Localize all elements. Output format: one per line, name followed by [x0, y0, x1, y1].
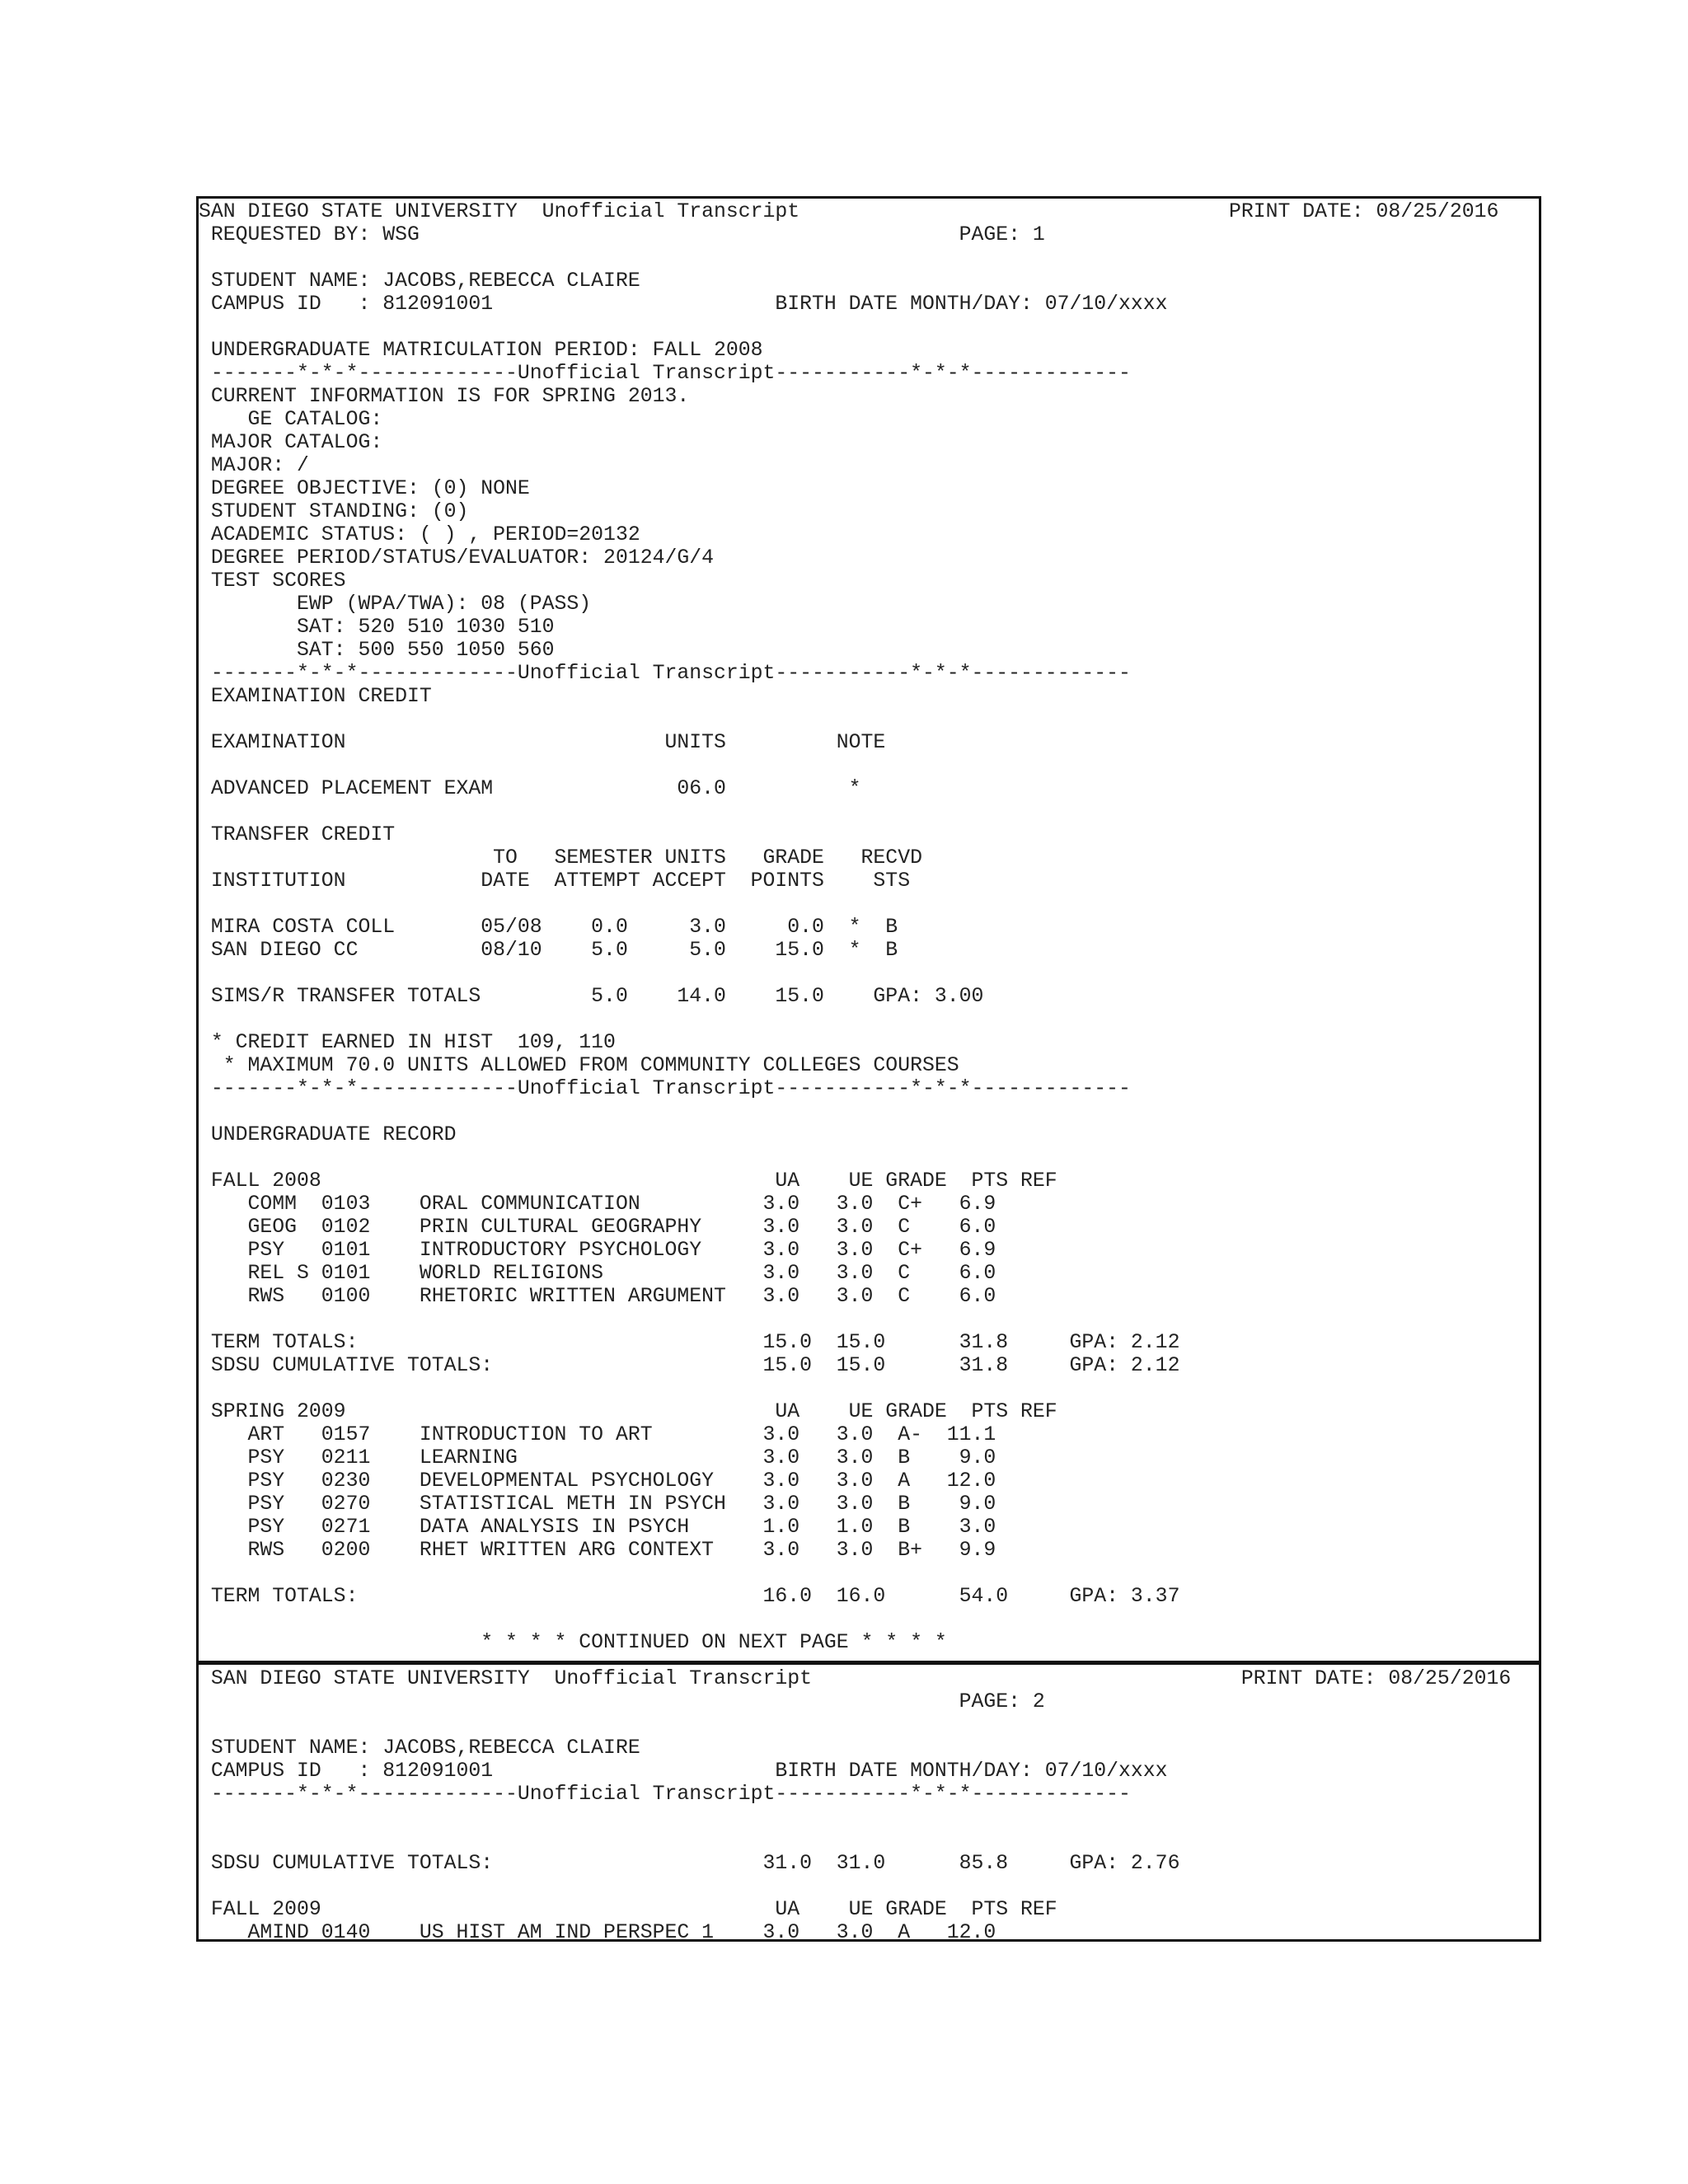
undergraduate-record-line: TERM TOTALS: 16.0 16.0 54.0 GPA: 3.37 [199, 1585, 1180, 1608]
undergraduate-record-line: TERM TOTALS: 15.0 15.0 31.8 GPA: 2.12 [199, 1331, 1180, 1354]
page2-line: FALL 2009 UA UE GRADE PTS REF [199, 1898, 1057, 1921]
transfer-credit-line: INSTITUTION DATE ATTEMPT ACCEPT POINTS STS [199, 869, 911, 893]
current-info-line: MAJOR: / [199, 454, 309, 477]
page2-line: CAMPUS ID : 812091001 BIRTH DATE MONTH/DAY: 07/10/xxxx [199, 1760, 1168, 1783]
transfer-credit-line: TRANSFER CREDIT [199, 823, 396, 846]
current-info-line: CURRENT INFORMATION IS FOR SPRING 2013. [199, 385, 690, 408]
current-info-line: SAT: 520 510 1030 510 [199, 616, 555, 639]
current-info-line: TEST SCORES [199, 569, 346, 593]
undergraduate-record-line: COMM 0103 ORAL COMMUNICATION 3.0 3.0 C+ 6.9 [199, 1193, 996, 1216]
current-info-line: STUDENT STANDING: (0) [199, 500, 469, 523]
undergraduate-record-line: PSY 0101 INTRODUCTORY PSYCHOLOGY 3.0 3.0 C+ 6.9 [199, 1239, 996, 1262]
header-line: SAN DIEGO STATE UNIVERSITY Unofficial Transcript PRINT DATE: 08/25/2016 [199, 200, 1499, 223]
undergraduate-record-line: PSY 0230 DEVELOPMENTAL PSYCHOLOGY 3.0 3.0 A 12.0 [199, 1469, 996, 1493]
current-info-line: DEGREE PERIOD/STATUS/EVALUATOR: 20124/G/4 [199, 546, 714, 569]
undergraduate-record-line: SDSU CUMULATIVE TOTALS: 15.0 15.0 31.8 GPA: 2.12 [199, 1354, 1180, 1377]
transfer-credit-line: * CREDIT EARNED IN HIST 109, 110 [199, 1031, 616, 1054]
undergraduate-record-line: SPRING 2009 UA UE GRADE PTS REF [199, 1400, 1057, 1423]
undergraduate-record-line: RWS 0100 RHETORIC WRITTEN ARGUMENT 3.0 3.0 C 6.0 [199, 1285, 996, 1308]
examination-credit-line: EXAMINATION UNITS NOTE [199, 731, 886, 754]
undergraduate-record-line: PSY 0211 LEARNING 3.0 3.0 B 9.0 [199, 1446, 996, 1469]
undergraduate-record-line: GEOG 0102 PRIN CULTURAL GEOGRAPHY 3.0 3.0 C 6.0 [199, 1216, 996, 1239]
header-line: UNDERGRADUATE MATRICULATION PERIOD: FALL 2008 [199, 339, 763, 362]
current-info-line: ACADEMIC STATUS: ( ) , PERIOD=20132 [199, 523, 640, 546]
undergraduate-record-line: * * * * CONTINUED ON NEXT PAGE * * * * [199, 1631, 947, 1654]
current-info-line: EWP (WPA/TWA): 08 (PASS) [199, 593, 592, 616]
current-info-line: MAJOR CATALOG: [199, 431, 383, 454]
transfer-credit-line: -------*-*-*-------------Unofficial Transcript-----------*-*-*------------- [199, 1077, 1131, 1100]
page2-line: AMIND 0140 US HIST AM IND PERSPEC 1 3.0 3.0 A 12.0 [199, 1921, 996, 1944]
undergraduate-record-line: UNDERGRADUATE RECORD [199, 1123, 457, 1146]
current-info-line: GE CATALOG: [199, 408, 383, 431]
transfer-credit-line: MIRA COSTA COLL 05/08 0.0 3.0 0.0 * B [199, 916, 898, 939]
current-info-line: -------*-*-*-------------Unofficial Transcript-----------*-*-*------------- [199, 662, 1131, 685]
undergraduate-record-line: FALL 2008 UA UE GRADE PTS REF [199, 1169, 1057, 1193]
header-line: CAMPUS ID : 812091001 BIRTH DATE MONTH/DAY: 07/10/xxxx [199, 293, 1168, 316]
undergraduate-record-line: PSY 0271 DATA ANALYSIS IN PSYCH 1.0 1.0 B 3.0 [199, 1516, 996, 1539]
header-line: -------*-*-*-------------Unofficial Transcript-----------*-*-*------------- [199, 362, 1131, 385]
current-info-line: SAT: 500 550 1050 560 [199, 639, 555, 662]
transfer-credit-line: SAN DIEGO CC 08/10 5.0 5.0 15.0 * B [199, 939, 898, 962]
page2-line: -------*-*-*-------------Unofficial Transcript-----------*-*-*------------- [199, 1783, 1131, 1806]
page2-line: SDSU CUMULATIVE TOTALS: 31.0 31.0 85.8 GPA: 2.76 [199, 1852, 1180, 1875]
page2-line: SAN DIEGO STATE UNIVERSITY Unofficial Transcript PRINT DATE: 08/25/2016 [199, 1667, 1512, 1690]
transfer-credit-line: SIMS/R TRANSFER TOTALS 5.0 14.0 15.0 GPA: 3.00 [199, 985, 984, 1008]
examination-credit-line: ADVANCED PLACEMENT EXAM 06.0 * [199, 777, 861, 800]
undergraduate-record-line: RWS 0200 RHET WRITTEN ARG CONTEXT 3.0 3.0 B+ 9.9 [199, 1539, 996, 1562]
undergraduate-record-line: ART 0157 INTRODUCTION TO ART 3.0 3.0 A- 11.1 [199, 1423, 996, 1446]
examination-credit-line: EXAMINATION CREDIT [199, 685, 432, 708]
page-break-divider [199, 1661, 1539, 1665]
transfer-credit-line: * MAXIMUM 70.0 UNITS ALLOWED FROM COMMUNITY COLLEGES COURSES [199, 1054, 959, 1077]
transcript-sheet [196, 196, 1541, 1942]
header-line: REQUESTED BY: WSG PAGE: 1 [199, 223, 1045, 246]
page2-line: STUDENT NAME: JACOBS,REBECCA CLAIRE [199, 1736, 640, 1760]
page2-line: PAGE: 2 [199, 1690, 1045, 1713]
undergraduate-record-line: PSY 0270 STATISTICAL METH IN PSYCH 3.0 3.0 B 9.0 [199, 1493, 996, 1516]
undergraduate-record-line: REL S 0101 WORLD RELIGIONS 3.0 3.0 C 6.0 [199, 1262, 996, 1285]
header-line: STUDENT NAME: JACOBS,REBECCA CLAIRE [199, 269, 640, 293]
current-info-line: DEGREE OBJECTIVE: (0) NONE [199, 477, 530, 500]
transfer-credit-line: TO SEMESTER UNITS GRADE RECVD [199, 846, 922, 869]
